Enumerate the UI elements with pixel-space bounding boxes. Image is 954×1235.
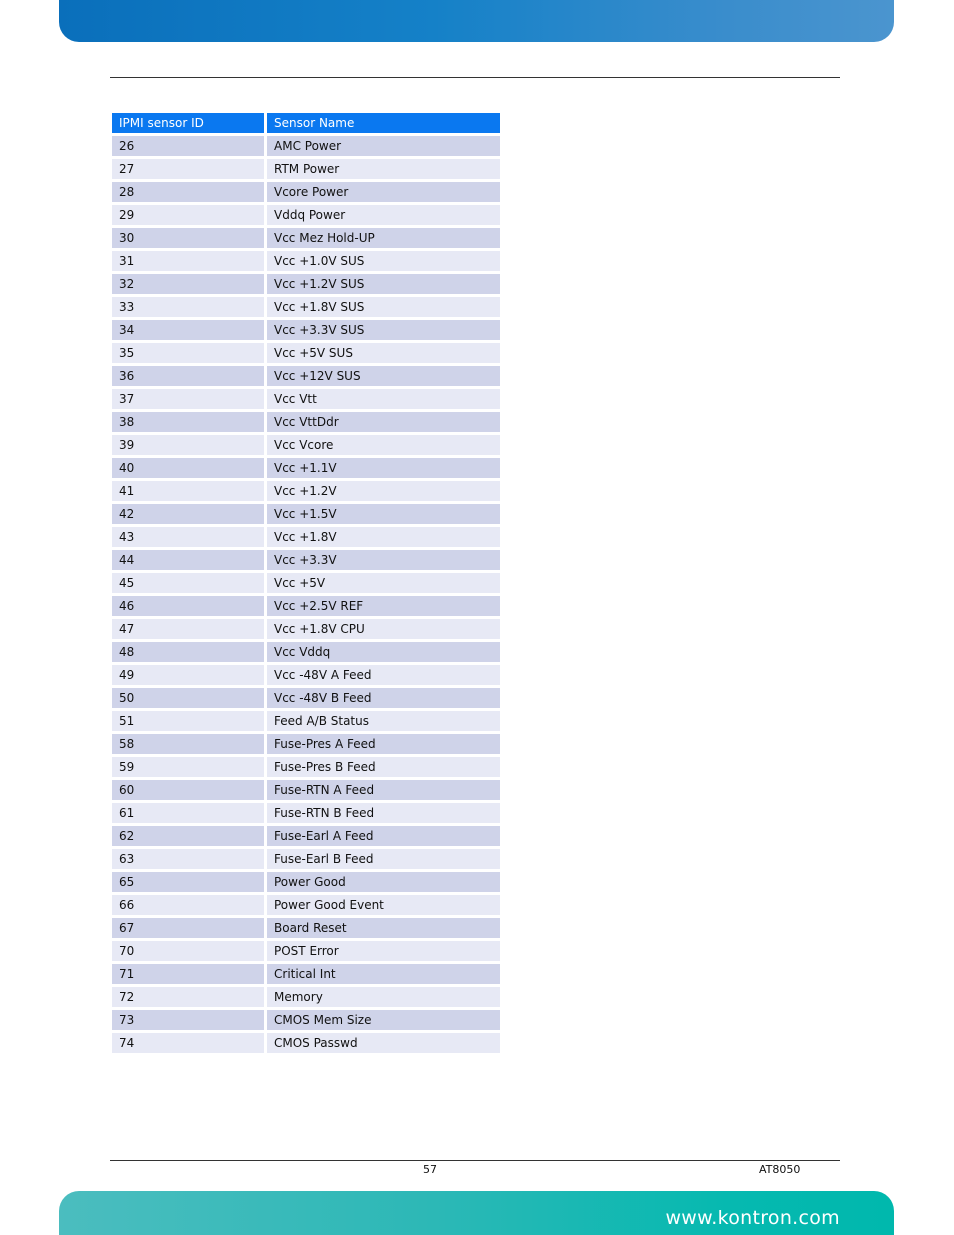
sensor-id-cell: 36 bbox=[112, 366, 264, 389]
table-row bbox=[112, 504, 500, 527]
sensor-id-cell: 49 bbox=[112, 665, 264, 688]
table-header-row bbox=[112, 113, 500, 136]
sensor-name-cell: Vcc Vcore bbox=[264, 435, 500, 458]
sensor-name-cell: Vcc +1.1V bbox=[264, 458, 500, 481]
sensor-id-cell: 30 bbox=[112, 228, 264, 251]
sensor-name-cell: Vcc +1.5V bbox=[264, 504, 500, 527]
sensor-id-cell: 73 bbox=[112, 1010, 264, 1033]
sensor-name-cell: Vcc +1.8V SUS bbox=[264, 297, 500, 320]
sensor-name-cell: Fuse-Pres A Feed bbox=[264, 734, 500, 757]
sensor-id-cell: 44 bbox=[112, 550, 264, 573]
sensor-name-cell: AMC Power bbox=[264, 136, 500, 159]
website-link[interactable]: www.kontron.com bbox=[665, 1207, 840, 1229]
sensor-name-cell: Vcc +3.3V bbox=[264, 550, 500, 573]
sensor-id-cell: 32 bbox=[112, 274, 264, 297]
document-name: AT8050 bbox=[759, 1163, 801, 1176]
table-header bbox=[112, 113, 500, 136]
sensor-name-cell: Vcc +1.8V CPU bbox=[264, 619, 500, 642]
sensor-name-cell: Fuse-RTN B Feed bbox=[264, 803, 500, 826]
sensor-id-cell: 62 bbox=[112, 826, 264, 849]
table-row bbox=[112, 573, 500, 596]
sensor-name-cell: Vcc +1.2V SUS bbox=[264, 274, 500, 297]
sensor-name-cell: Vcc +1.0V SUS bbox=[264, 251, 500, 274]
sensor-name-cell: Vcc +5V bbox=[264, 573, 500, 596]
table-row bbox=[112, 136, 500, 159]
table-row bbox=[112, 205, 500, 228]
table-row bbox=[112, 435, 500, 458]
sensor-id-cell: 42 bbox=[112, 504, 264, 527]
sensor-id-cell: 43 bbox=[112, 527, 264, 550]
sensor-id-cell: 29 bbox=[112, 205, 264, 228]
header-sensor-id: IPMI sensor ID bbox=[112, 113, 264, 136]
sensor-id-cell: 58 bbox=[112, 734, 264, 757]
sensor-id-cell: 33 bbox=[112, 297, 264, 320]
table-row bbox=[112, 274, 500, 297]
table-row bbox=[112, 642, 500, 665]
sensor-name-cell: Vcc +1.2V bbox=[264, 481, 500, 504]
table-row bbox=[112, 251, 500, 274]
header-rule bbox=[110, 77, 840, 78]
sensor-name-cell: Fuse-RTN A Feed bbox=[264, 780, 500, 803]
page-number: 57 bbox=[423, 1163, 437, 1176]
sensor-id-cell: 40 bbox=[112, 458, 264, 481]
sensor-id-cell: 51 bbox=[112, 711, 264, 734]
sensor-id-cell: 63 bbox=[112, 849, 264, 872]
sensor-id-cell: 60 bbox=[112, 780, 264, 803]
table-row bbox=[112, 895, 500, 918]
sensor-id-cell: 71 bbox=[112, 964, 264, 987]
sensor-name-cell: CMOS Passwd bbox=[264, 1033, 500, 1056]
sensor-name-cell: POST Error bbox=[264, 941, 500, 964]
table-row bbox=[112, 826, 500, 849]
sensor-id-cell: 28 bbox=[112, 182, 264, 205]
sensor-name-cell: CMOS Mem Size bbox=[264, 1010, 500, 1033]
sensor-id-cell: 59 bbox=[112, 757, 264, 780]
table-row bbox=[112, 481, 500, 504]
sensor-id-cell: 66 bbox=[112, 895, 264, 918]
table-row bbox=[112, 665, 500, 688]
table-row bbox=[112, 297, 500, 320]
sensor-name-cell: Vcc +12V SUS bbox=[264, 366, 500, 389]
sensor-name-cell: RTM Power bbox=[264, 159, 500, 182]
sensor-id-cell: 26 bbox=[112, 136, 264, 159]
table-row bbox=[112, 987, 500, 1010]
sensor-id-cell: 50 bbox=[112, 688, 264, 711]
sensor-name-cell: Vcc -48V A Feed bbox=[264, 665, 500, 688]
table-row bbox=[112, 1033, 500, 1056]
sensor-name-cell: Power Good bbox=[264, 872, 500, 895]
sensor-name-cell: Vcc -48V B Feed bbox=[264, 688, 500, 711]
sensor-name-cell: Vcc Vddq bbox=[264, 642, 500, 665]
table-row bbox=[112, 941, 500, 964]
table-row bbox=[112, 688, 500, 711]
bottom-banner bbox=[59, 1191, 894, 1235]
table-row bbox=[112, 320, 500, 343]
sensor-id-cell: 41 bbox=[112, 481, 264, 504]
sensor-name-cell: Vcc +3.3V SUS bbox=[264, 320, 500, 343]
sensor-id-cell: 31 bbox=[112, 251, 264, 274]
sensor-name-cell: Vcc +1.8V bbox=[264, 527, 500, 550]
sensor-name-cell: Fuse-Earl B Feed bbox=[264, 849, 500, 872]
table-row bbox=[112, 803, 500, 826]
table-row bbox=[112, 343, 500, 366]
table-row bbox=[112, 757, 500, 780]
sensor-name-cell: Vcc +2.5V REF bbox=[264, 596, 500, 619]
table-row bbox=[112, 366, 500, 389]
sensor-id-cell: 47 bbox=[112, 619, 264, 642]
table-row bbox=[112, 734, 500, 757]
sensor-name-cell: Board Reset bbox=[264, 918, 500, 941]
sensor-name-cell: Feed A/B Status bbox=[264, 711, 500, 734]
sensor-name-cell: Vcore Power bbox=[264, 182, 500, 205]
table-row bbox=[112, 780, 500, 803]
sensor-name-cell: Vddq Power bbox=[264, 205, 500, 228]
sensor-id-cell: 65 bbox=[112, 872, 264, 895]
table-row bbox=[112, 1010, 500, 1033]
table-row bbox=[112, 964, 500, 987]
sensor-id-cell: 46 bbox=[112, 596, 264, 619]
sensor-id-cell: 74 bbox=[112, 1033, 264, 1056]
table-row bbox=[112, 389, 500, 412]
table-row bbox=[112, 619, 500, 642]
sensor-name-cell: Vcc Mez Hold-UP bbox=[264, 228, 500, 251]
sensor-id-cell: 35 bbox=[112, 343, 264, 366]
header-sensor-name: Sensor Name bbox=[264, 113, 500, 136]
table-row bbox=[112, 527, 500, 550]
sensor-id-cell: 37 bbox=[112, 389, 264, 412]
sensor-id-cell: 70 bbox=[112, 941, 264, 964]
table-row bbox=[112, 550, 500, 573]
sensor-id-cell: 34 bbox=[112, 320, 264, 343]
ipmi-sensor-table bbox=[112, 113, 500, 1056]
sensor-id-cell: 72 bbox=[112, 987, 264, 1010]
sensor-id-cell: 67 bbox=[112, 918, 264, 941]
table-row bbox=[112, 182, 500, 205]
table-row bbox=[112, 159, 500, 182]
sensor-name-cell: Fuse-Earl A Feed bbox=[264, 826, 500, 849]
sensor-id-cell: 38 bbox=[112, 412, 264, 435]
table-row bbox=[112, 872, 500, 895]
sensor-name-cell: Vcc Vtt bbox=[264, 389, 500, 412]
sensor-id-cell: 48 bbox=[112, 642, 264, 665]
sensor-id-cell: 27 bbox=[112, 159, 264, 182]
table-row bbox=[112, 596, 500, 619]
table-row bbox=[112, 412, 500, 435]
footer-rule bbox=[110, 1160, 840, 1161]
sensor-name-cell: Critical Int bbox=[264, 964, 500, 987]
table-body bbox=[112, 136, 500, 1056]
sensor-name-cell: Memory bbox=[264, 987, 500, 1010]
sensor-id-cell: 61 bbox=[112, 803, 264, 826]
table-row bbox=[112, 458, 500, 481]
sensor-name-cell: Fuse-Pres B Feed bbox=[264, 757, 500, 780]
sensor-id-cell: 45 bbox=[112, 573, 264, 596]
sensor-id-cell: 39 bbox=[112, 435, 264, 458]
sensor-name-cell: Vcc +5V SUS bbox=[264, 343, 500, 366]
table-row bbox=[112, 849, 500, 872]
sensor-name-cell: Vcc VttDdr bbox=[264, 412, 500, 435]
table-row bbox=[112, 918, 500, 941]
top-banner bbox=[59, 0, 894, 42]
table-row bbox=[112, 711, 500, 734]
table-row bbox=[112, 228, 500, 251]
sensor-name-cell: Power Good Event bbox=[264, 895, 500, 918]
